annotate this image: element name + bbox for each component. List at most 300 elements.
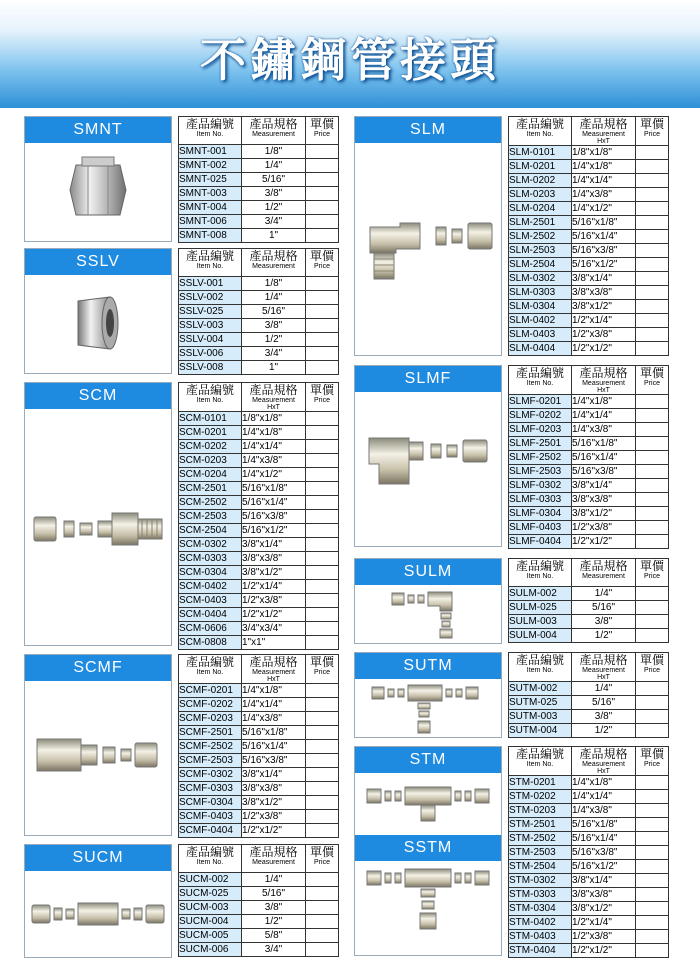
item-number: SCM-0606 <box>179 622 242 636</box>
price-header <box>306 117 339 145</box>
table-row <box>509 507 669 521</box>
header-text: 產品規格 <box>249 249 298 263</box>
price-cell <box>636 874 669 888</box>
price-cell <box>306 347 339 361</box>
female-elbow-photo <box>365 428 491 488</box>
measurement: 1/4"x1/4" <box>572 409 636 423</box>
table-row <box>179 726 339 740</box>
price-cell <box>306 552 339 566</box>
header-text: 產品編號 <box>185 845 234 859</box>
table-row <box>509 804 669 818</box>
table-row <box>509 409 669 423</box>
spec-table-slm <box>508 116 669 356</box>
table-row <box>179 824 339 838</box>
price-cell <box>636 710 669 724</box>
table-row <box>179 580 339 594</box>
item-number: SCM-0203 <box>179 454 242 468</box>
item-number: SLM-0203 <box>509 188 572 202</box>
item-number: SLM-2501 <box>509 216 572 230</box>
header-text: 產品規格 <box>579 117 628 131</box>
price-cell <box>306 943 339 957</box>
price-cell <box>636 615 669 629</box>
table-row <box>179 594 339 608</box>
measurement: 5/16"x3/8" <box>242 510 306 524</box>
product-card <box>24 654 172 836</box>
header-text: HxT <box>267 404 280 411</box>
measurement: 1/2" <box>242 201 306 215</box>
price-cell <box>306 510 339 524</box>
table-row <box>179 440 339 454</box>
measurement: 3/8"x1/4" <box>572 874 636 888</box>
header-text: Price <box>644 573 660 580</box>
price-cell <box>636 174 669 188</box>
measurement: 3/8"x1/2" <box>572 300 636 314</box>
measurement-header <box>242 117 306 145</box>
header-text: Price <box>314 263 330 270</box>
price-cell <box>636 804 669 818</box>
item-number: SCMF-0303 <box>179 782 242 796</box>
measurement: 5/16"x1/4" <box>572 451 636 465</box>
item-number: SCM-0201 <box>179 426 242 440</box>
table-row <box>179 887 339 901</box>
union-tee-photo <box>370 683 486 735</box>
item-no-header <box>509 117 572 146</box>
header-text: 單價 <box>309 117 334 131</box>
item-number: SLMF-0304 <box>509 507 572 521</box>
item-no-header <box>179 249 242 277</box>
item-number: SUCM-006 <box>179 943 242 957</box>
table-row <box>179 712 339 726</box>
item-number: SCM-0101 <box>179 412 242 426</box>
measurement: 1/2"x3/8" <box>242 810 306 824</box>
price-cell <box>306 754 339 768</box>
measurement: 1/4"x1/8" <box>242 684 306 698</box>
item-number: STM-2501 <box>509 818 572 832</box>
measurement: 1/8" <box>242 145 306 159</box>
price-cell <box>306 580 339 594</box>
measurement: 1" <box>242 361 306 375</box>
measurement: 1/2" <box>242 915 306 929</box>
table-row <box>509 916 669 930</box>
header-text: 單價 <box>639 559 664 573</box>
item-number: SCM-0304 <box>179 566 242 580</box>
table-row <box>179 173 339 187</box>
header-text: Item No. <box>526 573 554 580</box>
measurement: 3/8"x1/2" <box>572 902 636 916</box>
table-row <box>179 608 339 622</box>
table-row <box>509 258 669 272</box>
measurement: 3/8"x1/2" <box>242 796 306 810</box>
table-row <box>179 229 339 243</box>
header-text: 產品規格 <box>579 653 628 667</box>
measurement: 1"x1" <box>242 636 306 650</box>
union-connector-photo <box>30 899 166 929</box>
table-row <box>509 776 669 790</box>
price-header <box>636 747 669 776</box>
measurement: 1/4"x1/8" <box>572 776 636 790</box>
table-row <box>179 333 339 347</box>
measurement: 5/16"x1/8" <box>572 437 636 451</box>
measurement: 1/8" <box>242 277 306 291</box>
header-text: Item No. <box>196 397 224 404</box>
measurement: 1/4"x3/8" <box>572 188 636 202</box>
item-number: SLM-0304 <box>509 300 572 314</box>
item-number: SLM-0201 <box>509 160 572 174</box>
item-number: SLM-0302 <box>509 272 572 286</box>
price-header <box>636 117 669 146</box>
table-row <box>509 493 669 507</box>
price-cell <box>306 468 339 482</box>
header-text: Measurement <box>582 131 625 138</box>
spec-table-scmf <box>178 654 339 838</box>
measurement: 5/16"x1/2" <box>572 860 636 874</box>
item-number: STM-0201 <box>509 776 572 790</box>
item-number: SUCM-004 <box>179 915 242 929</box>
price-cell <box>306 496 339 510</box>
item-number: SMNT-003 <box>179 187 242 201</box>
table-row <box>179 810 339 824</box>
measurement-header <box>572 559 636 587</box>
header-text: Measurement <box>252 131 295 138</box>
product-name: SULM <box>355 559 501 585</box>
price-header <box>636 653 669 682</box>
table-row <box>509 818 669 832</box>
measurement: 1/2"x3/8" <box>572 328 636 342</box>
measurement: 3/8"x3/8" <box>242 782 306 796</box>
table-row <box>179 782 339 796</box>
table-row <box>179 636 339 650</box>
table-row <box>179 347 339 361</box>
table-row <box>509 601 669 615</box>
item-number: SLMF-2501 <box>509 437 572 451</box>
header-text: 產品編號 <box>185 655 234 669</box>
measurement: 5/16"x1/8" <box>242 482 306 496</box>
price-cell <box>636 860 669 874</box>
measurement: 5/16"x1/4" <box>242 740 306 754</box>
price-cell <box>636 286 669 300</box>
header-text: 產品規格 <box>579 747 628 761</box>
price-cell <box>306 524 339 538</box>
price-cell <box>636 258 669 272</box>
header-text: Item No. <box>196 859 224 866</box>
price-cell <box>306 173 339 187</box>
measurement: 1/4"x1/2" <box>572 202 636 216</box>
table-row <box>509 696 669 710</box>
price-cell <box>306 824 339 838</box>
item-number: SUCM-003 <box>179 901 242 915</box>
item-number: STM-0304 <box>509 902 572 916</box>
measurement: 1" <box>242 229 306 243</box>
header-text: HxT <box>597 138 610 145</box>
table-row <box>179 361 339 375</box>
product-card <box>24 248 172 374</box>
measurement: 1/4"x1/8" <box>572 395 636 409</box>
spec-table-scm <box>178 382 339 650</box>
header-text: Measurement <box>582 761 625 768</box>
table-row <box>509 272 669 286</box>
measurement: 1/4"x1/2" <box>242 468 306 482</box>
measurement: 3/8"x1/4" <box>572 272 636 286</box>
header-text: Measurement <box>252 859 295 866</box>
measurement-header <box>572 747 636 776</box>
item-no-header <box>179 845 242 873</box>
item-number: SLMF-2502 <box>509 451 572 465</box>
union-elbow-photo <box>390 589 466 639</box>
item-number: SMNT-001 <box>179 145 242 159</box>
price-cell <box>636 944 669 958</box>
price-cell <box>636 930 669 944</box>
male-tee-photo <box>365 783 491 823</box>
item-number: SCM-0808 <box>179 636 242 650</box>
price-cell <box>306 333 339 347</box>
header-text: Measurement <box>252 397 295 404</box>
price-header <box>306 845 339 873</box>
product-name: SUTM <box>355 653 501 679</box>
price-cell <box>306 782 339 796</box>
price-cell <box>306 608 339 622</box>
measurement: 1/4" <box>242 873 306 887</box>
table-row <box>179 524 339 538</box>
item-number: SCMF-0202 <box>179 698 242 712</box>
table-row <box>179 426 339 440</box>
price-cell <box>306 454 339 468</box>
measurement: 1/4"x3/8" <box>242 454 306 468</box>
measurement: 5/16" <box>242 887 306 901</box>
header-text: Price <box>644 380 660 387</box>
item-number: SSLV-006 <box>179 347 242 361</box>
price-cell <box>306 622 339 636</box>
header-text: Item No. <box>196 669 224 676</box>
item-number: SCM-0402 <box>179 580 242 594</box>
price-cell <box>306 319 339 333</box>
price-cell <box>306 159 339 173</box>
header-text: 產品編號 <box>515 117 564 131</box>
table-row <box>509 888 669 902</box>
item-number: STM-0302 <box>509 874 572 888</box>
measurement: 5/16"x1/4" <box>572 230 636 244</box>
measurement: 1/4"x1/4" <box>572 790 636 804</box>
product-card <box>354 652 502 738</box>
header-text: Measurement <box>582 573 625 580</box>
price-cell <box>636 888 669 902</box>
table-row <box>509 395 669 409</box>
item-number: SCM-0204 <box>179 468 242 482</box>
measurement: 1/4"x1/4" <box>242 440 306 454</box>
price-cell <box>636 465 669 479</box>
tee-photo <box>365 865 491 945</box>
measurement: 5/16" <box>242 305 306 319</box>
table-row <box>509 615 669 629</box>
item-number: SULM-002 <box>509 587 572 601</box>
table-row <box>179 566 339 580</box>
header-text: Measurement <box>582 380 625 387</box>
price-cell <box>636 724 669 738</box>
item-number: SUCM-025 <box>179 887 242 901</box>
table-row <box>509 216 669 230</box>
measurement: 5/16"x3/8" <box>242 754 306 768</box>
product-card <box>354 365 502 547</box>
item-number: SUTM-003 <box>509 710 572 724</box>
item-number: SLMF-0201 <box>509 395 572 409</box>
measurement: 5/16"x1/4" <box>572 832 636 846</box>
table-row <box>509 230 669 244</box>
table-row <box>509 244 669 258</box>
measurement: 3/8" <box>572 710 636 724</box>
item-number: SLMF-0403 <box>509 521 572 535</box>
price-cell <box>306 901 339 915</box>
price-cell <box>636 395 669 409</box>
table-row <box>509 342 669 356</box>
table-row <box>179 482 339 496</box>
measurement: 1/4"x3/8" <box>572 423 636 437</box>
price-cell <box>306 291 339 305</box>
table-row <box>509 846 669 860</box>
item-number: STM-2503 <box>509 846 572 860</box>
price-cell <box>306 412 339 426</box>
header-text: 產品規格 <box>249 845 298 859</box>
header-text: Price <box>644 131 660 138</box>
measurement-header <box>242 249 306 277</box>
header-text: 產品規格 <box>579 366 628 380</box>
item-number: SLM-0202 <box>509 174 572 188</box>
price-cell <box>306 440 339 454</box>
header-text: 產品規格 <box>249 383 298 397</box>
header-text: Price <box>644 761 660 768</box>
table-row <box>509 930 669 944</box>
price-cell <box>636 409 669 423</box>
table-row <box>509 328 669 342</box>
item-number: SLMF-0202 <box>509 409 572 423</box>
item-number: SCMF-0203 <box>179 712 242 726</box>
measurement: 1/2" <box>572 629 636 643</box>
measurement-header <box>242 655 306 684</box>
header-text: Item No. <box>526 380 554 387</box>
header-text: 單價 <box>309 845 334 859</box>
measurement: 5/16"x1/4" <box>242 496 306 510</box>
measurement: 1/2"x1/2" <box>242 608 306 622</box>
measurement: 3/4" <box>242 215 306 229</box>
item-no-header <box>179 117 242 145</box>
price-header <box>306 655 339 684</box>
table-row <box>509 535 669 549</box>
spec-table-sslv <box>178 248 339 375</box>
item-number: SLM-0101 <box>509 146 572 160</box>
price-cell <box>306 873 339 887</box>
price-cell <box>636 423 669 437</box>
spec-table-sulm <box>508 558 669 643</box>
product-name: SLMF <box>355 366 501 392</box>
measurement: 3/8" <box>572 615 636 629</box>
table-row <box>179 754 339 768</box>
table-row <box>179 740 339 754</box>
table-row <box>179 915 339 929</box>
price-cell <box>636 682 669 696</box>
item-number: STM-0303 <box>509 888 572 902</box>
measurement: 1/2"x1/2" <box>572 535 636 549</box>
item-number: SCMF-0404 <box>179 824 242 838</box>
price-cell <box>306 684 339 698</box>
table-row <box>179 943 339 957</box>
table-row <box>179 319 339 333</box>
price-cell <box>636 479 669 493</box>
header-text: 產品規格 <box>249 655 298 669</box>
item-number: SULM-003 <box>509 615 572 629</box>
table-row <box>509 437 669 451</box>
header-text: Price <box>314 131 330 138</box>
header-text: Price <box>314 859 330 866</box>
table-row <box>509 188 669 202</box>
item-number: SMNT-006 <box>179 215 242 229</box>
header-text: Price <box>644 667 660 674</box>
header-text: 單價 <box>309 249 334 263</box>
header-text: Item No. <box>196 263 224 270</box>
item-number: SLMF-0302 <box>509 479 572 493</box>
price-cell <box>306 594 339 608</box>
measurement: 1/4"x3/8" <box>572 804 636 818</box>
header-text: HxT <box>597 674 610 681</box>
price-header <box>636 559 669 587</box>
item-number: SSLV-004 <box>179 333 242 347</box>
measurement: 5/16" <box>242 173 306 187</box>
item-number: SCMF-0302 <box>179 768 242 782</box>
measurement: 3/8"x3/8" <box>242 552 306 566</box>
product-name: SSLV <box>25 249 171 275</box>
item-number: STM-0404 <box>509 944 572 958</box>
measurement: 1/4"x3/8" <box>242 712 306 726</box>
price-cell <box>636 202 669 216</box>
table-row <box>509 423 669 437</box>
measurement-header <box>242 845 306 873</box>
price-cell <box>306 201 339 215</box>
table-row <box>509 314 669 328</box>
header-text: 單價 <box>309 655 334 669</box>
table-row <box>509 874 669 888</box>
price-cell <box>636 902 669 916</box>
measurement: 1/2"x3/8" <box>572 521 636 535</box>
price-cell <box>636 587 669 601</box>
measurement: 1/4"x1/4" <box>242 698 306 712</box>
price-cell <box>306 636 339 650</box>
table-row <box>179 510 339 524</box>
item-number: STM-0203 <box>509 804 572 818</box>
measurement: 1/4" <box>242 159 306 173</box>
item-number: SULM-004 <box>509 629 572 643</box>
table-row <box>509 587 669 601</box>
item-number: SMNT-008 <box>179 229 242 243</box>
price-cell <box>306 361 339 375</box>
item-number: SCMF-2502 <box>179 740 242 754</box>
item-number: SMNT-025 <box>179 173 242 187</box>
table-row <box>509 465 669 479</box>
male-connector-photo <box>30 507 166 551</box>
measurement-header <box>572 366 636 395</box>
price-header <box>306 249 339 277</box>
table-row <box>179 454 339 468</box>
price-cell <box>306 277 339 291</box>
header-text: 產品規格 <box>579 559 628 573</box>
price-cell <box>306 426 339 440</box>
table-row <box>509 202 669 216</box>
product-card <box>354 116 502 356</box>
item-number: STM-0403 <box>509 930 572 944</box>
header-text: Item No. <box>526 667 554 674</box>
measurement: 5/16"x1/2" <box>242 524 306 538</box>
price-cell <box>306 887 339 901</box>
measurement: 3/8"x1/4" <box>242 538 306 552</box>
table-row <box>179 929 339 943</box>
price-cell <box>306 915 339 929</box>
measurement: 3/8"x1/2" <box>572 507 636 521</box>
